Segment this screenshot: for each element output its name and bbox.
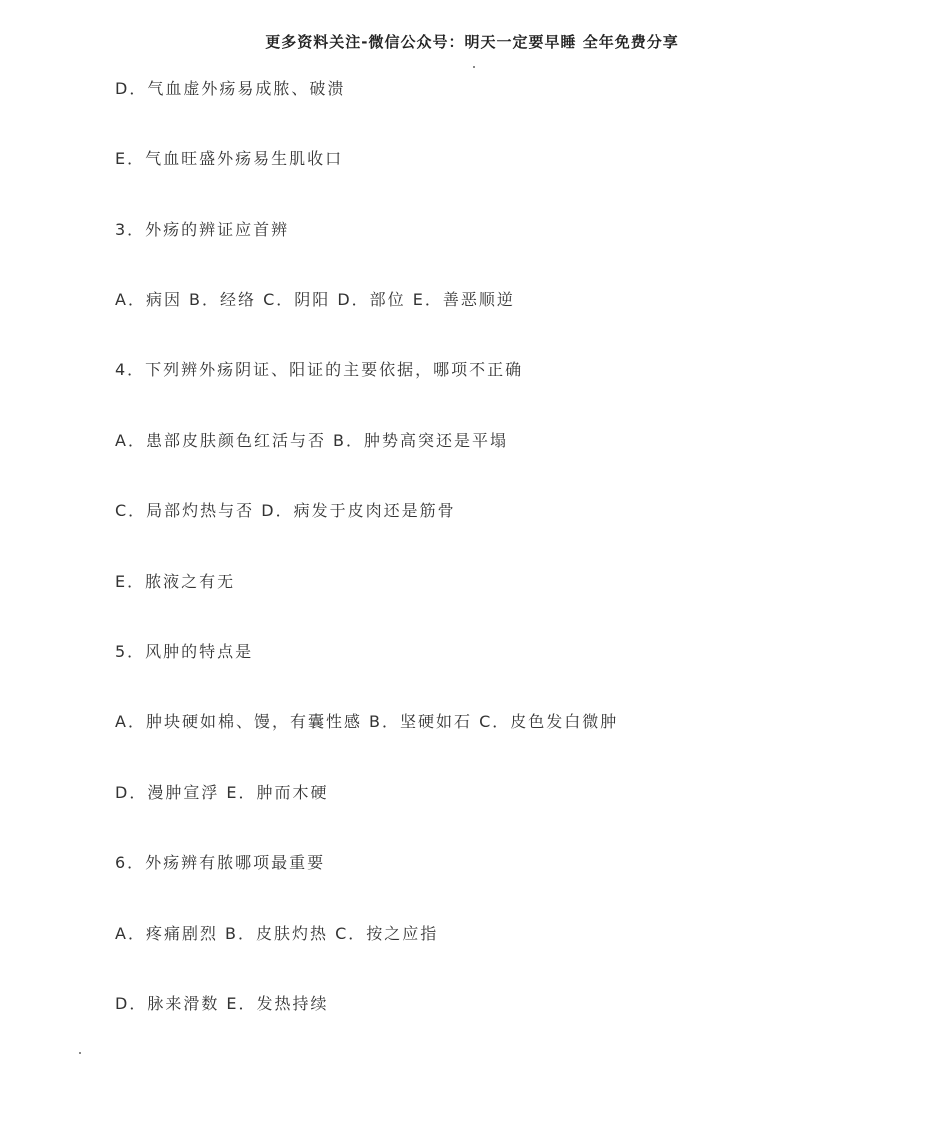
option-line: A．病因 B．经络 C．阴阳 D．部位 E．善恶顺逆	[115, 290, 515, 309]
option-line: A．疼痛剧烈 B．皮肤灼热 C．按之应指	[115, 924, 439, 943]
option-line: D．漫肿宣浮 E．肿而木硬	[115, 783, 329, 802]
question-line: 6．外疡辨有脓哪项最重要	[115, 853, 326, 872]
option-line: A．肿块硬如棉、馒，有囊性感 B．坚硬如石 C．皮色发白微肿	[115, 712, 619, 731]
option-line: A．患部皮肤颜色红活与否 B．肿势高突还是平塌	[115, 431, 509, 450]
option-line: E．脓液之有无	[115, 572, 236, 591]
stray-dot-bottom	[79, 1052, 81, 1054]
page-header-watermark: 更多资料关注-微信公众号：明天一定要早睡 全年免费分享	[265, 33, 679, 51]
question-line: 4．下列辨外疡阴证、阳证的主要依据，哪项不正确	[115, 360, 524, 379]
option-line: C．局部灼热与否 D．病发于皮肉还是筋骨	[115, 501, 456, 520]
question-line: 5．风肿的特点是	[115, 642, 254, 661]
stray-dot-top	[473, 66, 475, 68]
question-line: 3．外疡的辨证应首辨	[115, 220, 290, 239]
option-line: D．气血虚外疡易成脓、破溃	[115, 79, 346, 98]
option-line: D．脉来滑数 E．发热持续	[115, 994, 329, 1013]
option-line: E．气血旺盛外疡易生肌收口	[115, 149, 344, 168]
